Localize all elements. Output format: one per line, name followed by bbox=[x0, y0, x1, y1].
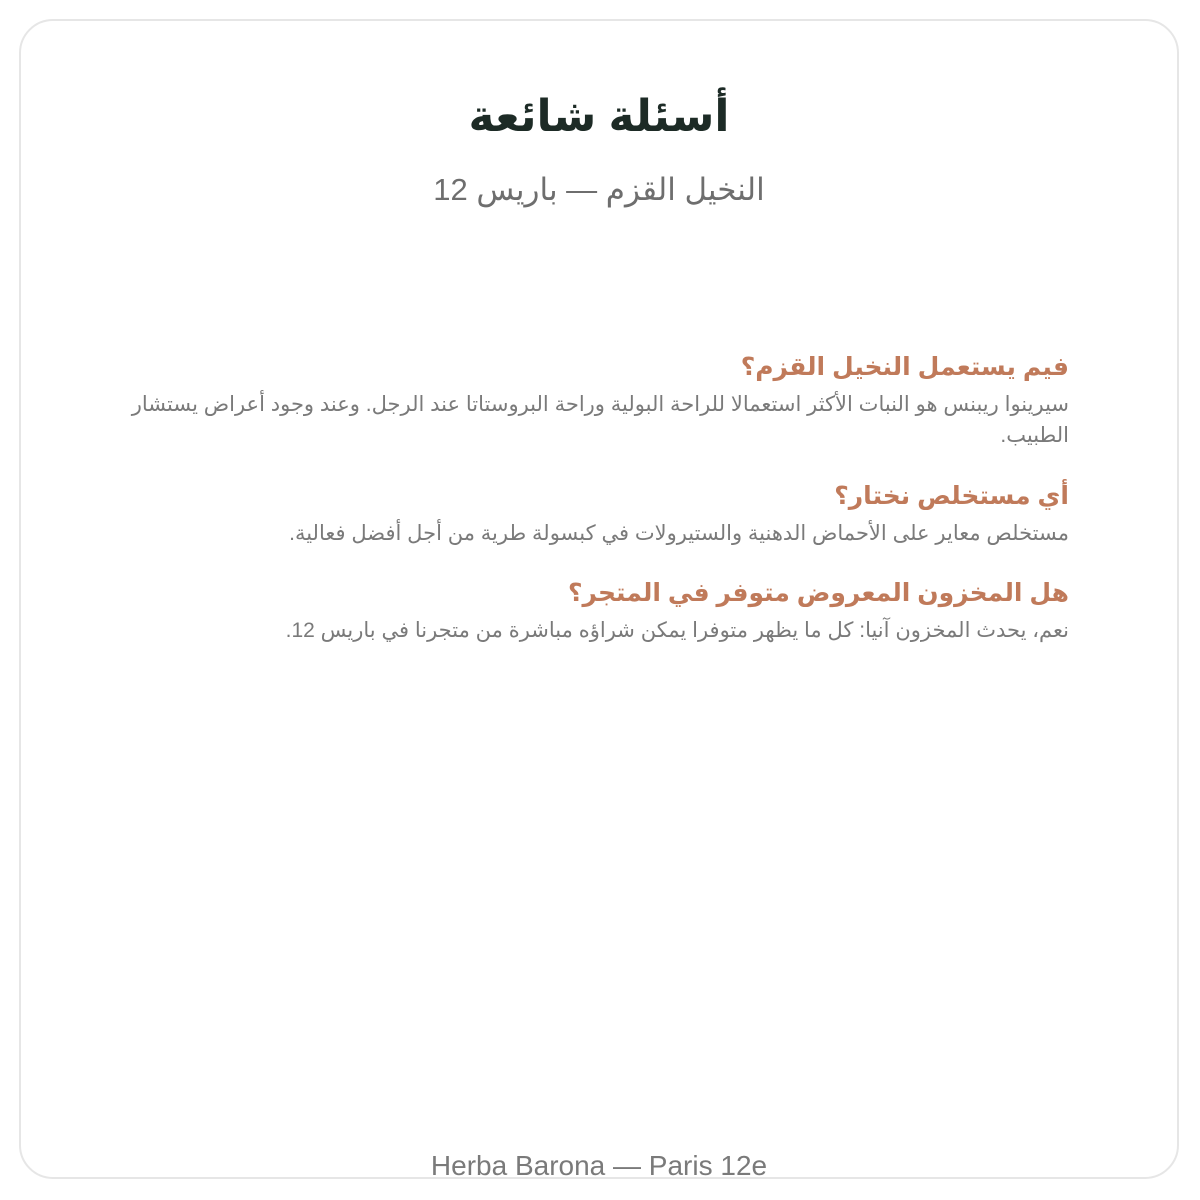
faq-item bbox=[116, 351, 1069, 452]
faq-item bbox=[116, 480, 1069, 549]
page-title: أسئلة شائعة bbox=[468, 92, 730, 141]
faq-answer: سيرينوا ريبنس هو النبات الأكثر استعمالا للراحة البولية وراحة البروستاتا عند الرجل. وعند وجود أعراض يستشار الطبيب. bbox=[131, 392, 1069, 448]
faq-answer: مستخلص معاير على الأحماض الدهنية والستيرولات في كبسولة طرية من أجل أفضل فعالية. bbox=[289, 521, 1069, 545]
faq-list bbox=[116, 351, 1069, 674]
footer-brand: Herba Barona — Paris 12e bbox=[430, 1150, 768, 1181]
faq-card bbox=[19, 19, 1179, 1179]
faq-item bbox=[116, 577, 1069, 646]
faq-answer: نعم، يحدث المخزون آنيا: كل ما يظهر متوفرا يمكن شراؤه مباشرة من متجرنا في باريس 12. bbox=[285, 618, 1069, 642]
faq-question: أي مستخلص نختار؟ bbox=[834, 481, 1069, 510]
page-subtitle: النخيل القزم — باريس 12 bbox=[433, 172, 765, 207]
faq-question: هل المخزون المعروض متوفر في المتجر؟ bbox=[567, 579, 1069, 607]
faq-question: فيم يستعمل النخيل القزم؟ bbox=[740, 353, 1069, 381]
